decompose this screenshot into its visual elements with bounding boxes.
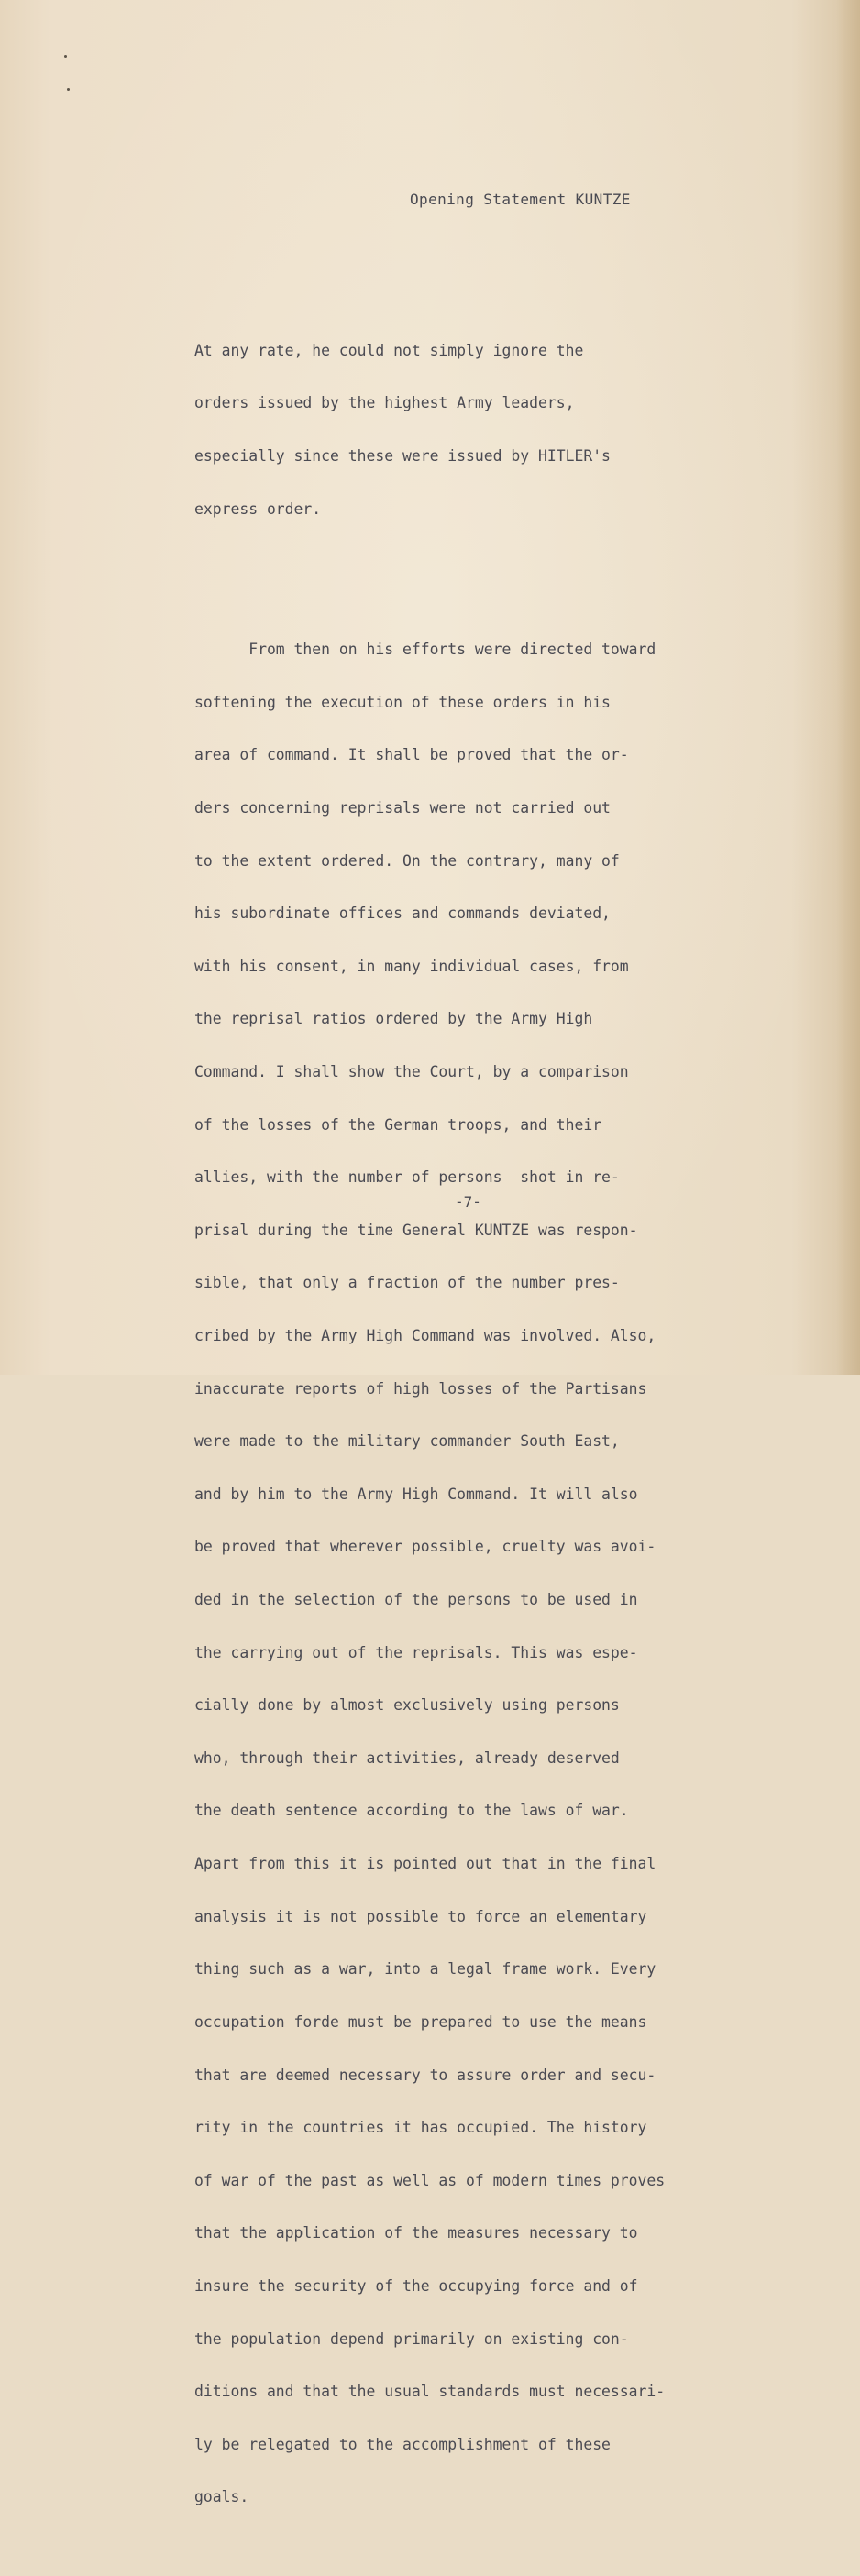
- text-line: orders issued by the highest Army leaders,: [194, 394, 575, 412]
- text-line: were made to the military commander South East,: [194, 1432, 620, 1451]
- text-line: that the application of the measures necessary to: [194, 2224, 638, 2242]
- page-number: -7-: [455, 1193, 481, 1211]
- text-line: especially since these were issued by HITLER's: [194, 447, 611, 466]
- text-line: who, through their activities, already deserved: [194, 1748, 620, 1767]
- text-line: of war of the past as well as of modern times proves: [194, 2171, 666, 2189]
- text-line: the population depend primarily on existing con-: [194, 2329, 629, 2348]
- text-line: be proved that wherever possible, cruelty was avoi-: [194, 1538, 656, 1556]
- text-line: cribed by the Army High Command was involved. Also,: [194, 1326, 656, 1344]
- text-line: that are deemed necessary to assure order and secu-: [194, 2066, 656, 2084]
- text-line: insure the security of the occupying force and of: [194, 2276, 638, 2295]
- text-line: his subordinate offices and commands deviated,: [194, 904, 611, 923]
- text-line: Apart from this it is pointed out that in the final: [194, 1855, 656, 1873]
- text-line: and by him to the Army High Command. It will also: [194, 1485, 638, 1503]
- text-line: sible, that only a fraction of the number pres-: [194, 1274, 620, 1292]
- text-line: to the extent ordered. On the contrary, many of: [194, 851, 620, 870]
- document-body: [194, 271, 781, 2576]
- paragraph-2: [194, 606, 781, 2541]
- text-line: analysis it is not possible to force an elementary: [194, 1907, 647, 1925]
- text-line: ded in the selection of the persons to be used in: [194, 1591, 638, 1609]
- paper-edge-shadow: [836, 0, 860, 1375]
- text-line: allies, with the number of persons shot in re-: [194, 1168, 620, 1187]
- text-line: area of command. It shall be proved that the or-: [194, 746, 629, 764]
- text-line: Command. I shall show the Court, by a comparison: [194, 1062, 629, 1080]
- text-line: From then on his efforts were directed toward: [194, 641, 656, 659]
- text-line: the reprisal ratios ordered by the Army High: [194, 1010, 593, 1028]
- text-line: goals.: [194, 2488, 249, 2506]
- text-line: of the losses of the German troops, and their: [194, 1115, 602, 1134]
- text-line: express order.: [194, 499, 322, 518]
- text-line: At any rate, he could not simply ignore the: [194, 341, 584, 359]
- text-line: with his consent, in many individual cases, from: [194, 957, 629, 975]
- text-line: the carrying out of the reprisals. This was espe-: [194, 1643, 638, 1661]
- text-line: ly be relegated to the accomplishment of these: [194, 2435, 611, 2453]
- text-line: cially done by almost exclusively using persons: [194, 1696, 620, 1715]
- text-line: ditions and that the usual standards must necessari-: [194, 2383, 666, 2401]
- paper-speck: [67, 88, 70, 91]
- paragraph-1: [194, 306, 781, 553]
- text-line: ders concerning reprisals were not carried out: [194, 798, 611, 817]
- text-line: softening the execution of these orders in his: [194, 693, 611, 711]
- document-header: Opening Statement KUNTZE: [410, 191, 631, 208]
- text-line: occupation forde must be prepared to use the means: [194, 2012, 647, 2031]
- text-line: thing such as a war, into a legal frame work. Every: [194, 1960, 656, 1979]
- text-line: rity in the countries it has occupied. The history: [194, 2119, 647, 2137]
- text-line: inaccurate reports of high losses of the Partisans: [194, 1379, 647, 1398]
- text-line: the death sentence according to the laws of war.: [194, 1802, 629, 1820]
- text-line: prisal during the time General KUNTZE was respon-: [194, 1221, 638, 1239]
- paper-speck: [64, 55, 67, 58]
